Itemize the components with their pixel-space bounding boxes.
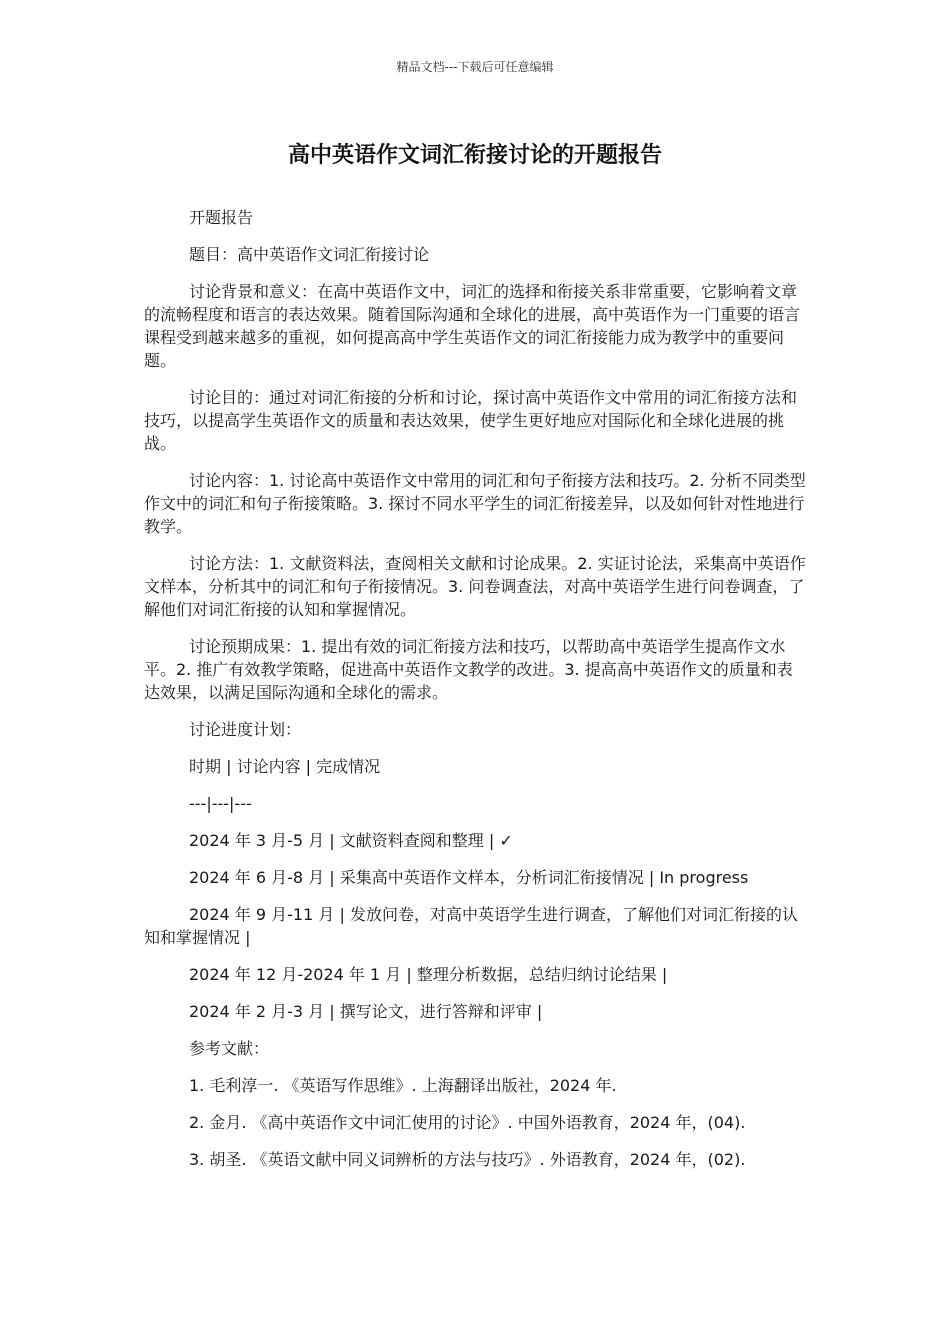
schedule-row: 2024 年 2 月-3 月 | 撰写论文，进行答辩和评审 |: [189, 1002, 543, 1021]
schedule-row: 2024 年 6 月-8 月 | 采集高中英语作文样本，分析词汇衔接情况 | In progress: [189, 868, 749, 887]
expected-results-paragraph: 讨论预期成果：1. 提出有效的词汇衔接方法和技巧，以帮助高中英语学生提高作文水平。2. 推广有效教学策略，促进高中英语作文教学的改进。3. 提高高中英语作文的质量和表达效果，以满足国际沟通和全球化的需求。: [144, 637, 793, 702]
document-title: 高中英语作文词汇衔接讨论的开题报告: [287, 143, 662, 168]
content-paragraph: 讨论内容：1. 讨论高中英语作文中常用的词汇和句子衔接方法和技巧。2. 分析不同类型作文中的词汇和句子衔接策略。3. 探讨不同水平学生的词汇衔接差异，以及如何针对性地进行教学。: [144, 471, 806, 536]
references-heading: 参考文献：: [189, 1039, 270, 1058]
schedule-table-header: 时期 | 讨论内容 | 完成情况: [189, 757, 381, 776]
reference-item: 3. 胡圣. 《英语文献中同义词辨析的方法与技巧》. 外语教育，2024 年，(02).: [189, 1150, 746, 1169]
reference-item: 2. 金月. 《高中英语作文中词汇使用的讨论》. 中国外语教育，2024 年，(04).: [189, 1113, 746, 1132]
schedule-table-separator: ---|---|---: [189, 794, 252, 813]
schedule-heading: 讨论进度计划：: [189, 720, 302, 739]
topic-line: 题目：高中英语作文词汇衔接讨论: [189, 245, 430, 264]
reference-item: 1. 毛利淳一. 《英语写作思维》. 上海翻译出版社，2024 年.: [189, 1076, 617, 1095]
section-label: 开题报告: [189, 208, 254, 227]
schedule-row: 2024 年 9 月-11 月 | 发放问卷，对高中英语学生进行调查，了解他们对词汇衔接的认知和掌握情况 |: [144, 905, 798, 947]
purpose-paragraph: 讨论目的：通过对词汇衔接的分析和讨论，探讨高中英语作文中常用的词汇衔接方法和技巧，以提高学生英语作文的质量和表达效果，使学生更好地应对国际化和全球化进展的挑战。: [144, 388, 798, 453]
schedule-row: 2024 年 3 月-5 月 | 文献资料查阅和整理 | ✓: [189, 831, 513, 850]
method-paragraph: 讨论方法：1. 文献资料法，查阅相关文献和讨论成果。2. 实证讨论法，采集高中英语作文样本，分析其中的词汇和句子衔接情况。3. 问卷调查法，对高中英语学生进行问卷调查，了解他们对词汇衔接的认知和掌握情况。: [144, 554, 806, 619]
page-header-watermark: 精品文档---下载后可任意编辑: [396, 60, 554, 74]
document-body: [144, 206, 806, 1185]
background-paragraph: 讨论背景和意义：在高中英语作文中，词汇的选择和衔接关系非常重要，它影响着文章的流畅程度和语言的表达效果。随着国际沟通和全球化的进展，高中英语作为一门重要的语言课程受到越来越多的重视，如何提高高中学生英语作文的词汇衔接能力成为教学中的重要问题。: [144, 282, 801, 370]
schedule-row: 2024 年 12 月-2024 年 1 月 | 整理分析数据，总结归纳讨论结果 |: [189, 965, 668, 984]
